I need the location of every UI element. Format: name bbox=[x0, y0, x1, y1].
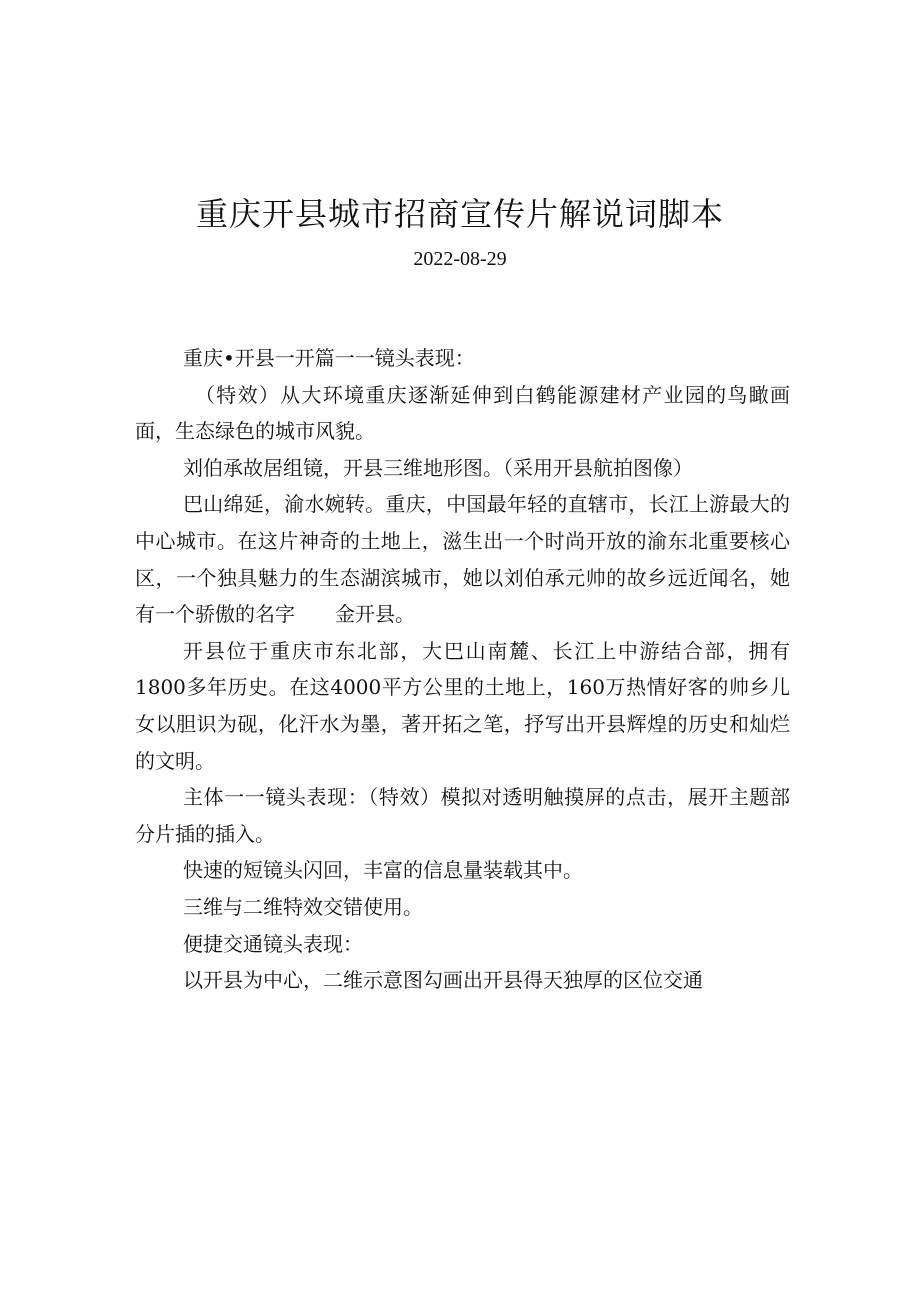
paragraph: 三维与二维特效交错使用。 bbox=[183, 894, 423, 919]
paragraph: （特效）从大环境重庆逐渐延伸到白鹤能源建材产业园的鸟瞰画面，生态绿色的城市风貌。 bbox=[135, 382, 790, 444]
paragraph: 刘伯承故居组镜，开县三维地形图。（采用开县航拍图像） bbox=[183, 455, 693, 480]
document-title: 重庆开县城市招商宣传片解说词脚本 bbox=[195, 195, 724, 233]
document-body bbox=[135, 340, 790, 999]
paragraph: 主体一一镜头表现：（特效）模拟对透明触摸屏的点击，展开主题部分片插的插入。 bbox=[135, 785, 790, 846]
document-date: 2022-08-29 bbox=[413, 248, 507, 270]
paragraph: 便捷交通镜头表现： bbox=[183, 931, 363, 956]
paragraph: 开县位于重庆市东北部，大巴山南麓、长江上中游结合部，拥有1800多年历史。在这4000平方公里的土地上，160万热情好客的帅乡儿女以胆识为砚，化汗水为墨，著开拓之笔，抒写出开县辉煌的历史和灿烂的文明。 bbox=[135, 638, 790, 773]
paragraph: 重庆•开县一开篇一一镜头表现： bbox=[183, 346, 475, 370]
paragraph: 以开县为中心，二维示意图勾画出开县得天独厚的区位交通 bbox=[183, 968, 703, 993]
paragraph: 巴山绵延，渝水婉转。重庆，中国最年轻的直辖市，长江上游最大的中心城市。在这片神奇的土地上，滋生出一个时尚开放的渝东北重要核心区，一个独具魅力的生态湖滨城市，她以刘伯承元帅的故乡远近闻名，她有一个骄傲的名字 金开县。 bbox=[135, 492, 790, 627]
paragraph: 快速的短镜头闪回，丰富的信息量装载其中。 bbox=[183, 858, 583, 883]
